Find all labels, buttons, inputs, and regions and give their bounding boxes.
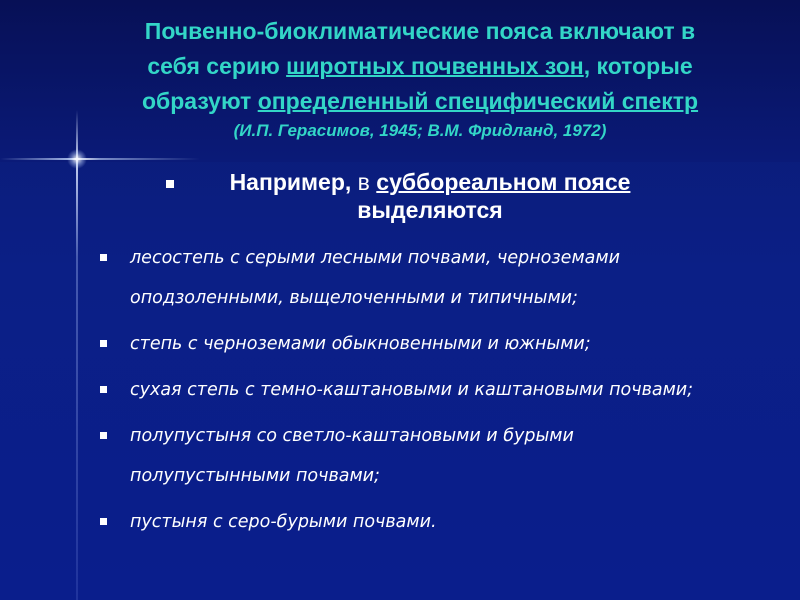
zone-list: [96, 238, 696, 548]
list-item-text: степь с черноземами обыкновенными и южными;: [130, 334, 591, 354]
bullet-icon: [100, 254, 107, 261]
bullet-icon: [100, 432, 107, 439]
bullet-icon: [100, 340, 107, 347]
light-flare-core: [67, 149, 87, 169]
subheading-bullet-icon: [166, 180, 174, 188]
list-item-text: лесостепь с серыми лесными почвами, черноземами оподзоленными, выщелоченными и типичными;: [130, 248, 620, 308]
list-item: [96, 238, 696, 318]
bullet-icon: [100, 518, 107, 525]
title-line-1: Почвенно-биоклиматические пояса включают в: [144, 18, 696, 44]
light-flare-vertical: [76, 110, 78, 600]
title-citation: (И.П. Герасимов, 1945; В.М. Фридланд, 1972): [233, 121, 607, 140]
list-item-text: пустыня с серо-бурыми почвами.: [130, 512, 437, 532]
title-underlined-zones: широтных почвенных зон: [286, 53, 584, 79]
light-flare-horizontal: [0, 158, 200, 160]
slide-title: [80, 14, 760, 143]
title-underlined-spectrum: определенный специфический спектр: [257, 88, 699, 114]
subheading-lead: Например,: [229, 169, 352, 195]
subheading-connector: в: [351, 169, 377, 195]
list-item: [96, 324, 696, 364]
list-item: [96, 370, 696, 410]
subheading-underlined: суббореальном поясе: [376, 169, 631, 195]
list-item-text: полупустыня со светло-каштановыми и бурыми полупустынными почвами;: [130, 426, 574, 486]
subheading: [160, 168, 700, 224]
title-line-2a: себя серию: [147, 53, 287, 79]
subheading-tail: выделяются: [357, 197, 503, 223]
list-item: [96, 502, 696, 542]
bullet-icon: [100, 386, 107, 393]
list-item: [96, 416, 696, 496]
title-line-3a: образуют: [141, 88, 258, 114]
title-line-2b: , которые: [583, 53, 693, 79]
list-item-text: сухая степь с темно-каштановыми и каштановыми почвами;: [130, 380, 694, 400]
